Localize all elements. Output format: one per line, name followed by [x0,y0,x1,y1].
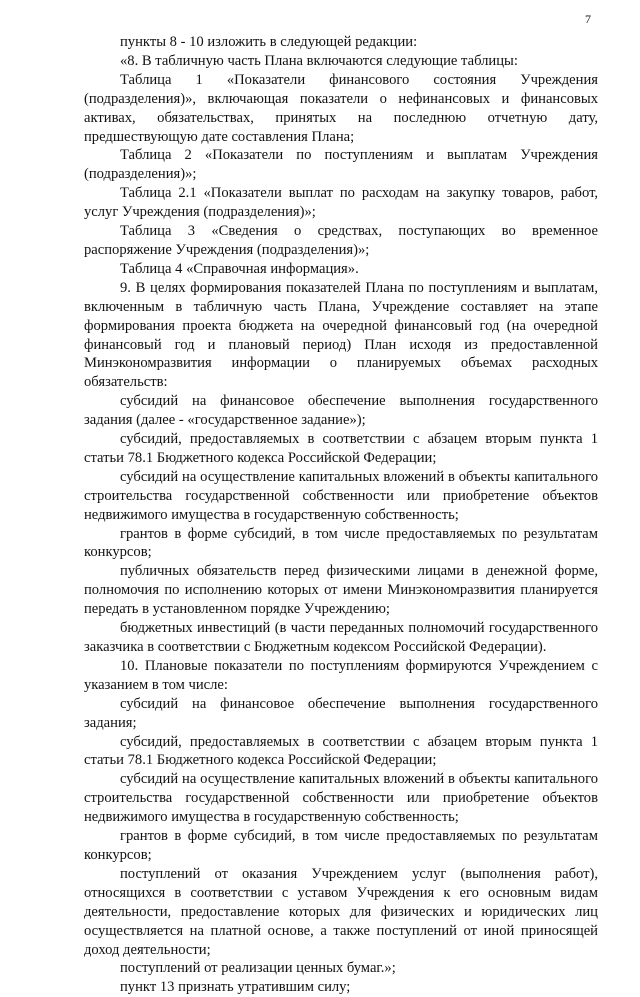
paragraph: грантов в форме субсидий, в том числе предоставляемых по результатам конкурсов; [84,828,598,863]
paragraph: Таблица 3 «Сведения о средствах, поступающих во временное распоряжение Учреждения (подразделения)»; [84,223,598,258]
document-body [84,33,598,997]
paragraph: поступлений от оказания Учреждением услуг (выполнения работ), относящихся в соответствии с уставом Учреждения к его основным видам деятельности, предоставление которых для физических и юридических лиц осуществляется на платной основе, а также поступлений от иной приносящей доход деятельности; [84,865,598,958]
paragraph: субсидий на осуществление капитальных вложений в объекты капитального строительства государственной собственности или приобретение объектов недвижимого имущества в государственную собственность; [84,468,598,523]
paragraph: Таблица 2.1 «Показатели выплат по расходам на закупку товаров, работ, услуг Учреждения (подразделения)»; [84,185,598,221]
paragraph: грантов в форме субсидий, в том числе предоставляемых по результатам конкурсов; [84,525,598,561]
paragraph: субсидий на осуществление капитальных вложений в объекты капитального строительства государственной собственности или приобретение объектов недвижимого имущества в государственную собственность; [84,771,598,826]
paragraph: субсидий, предоставляемых в соответствии с абзацем вторым пункта 1 статьи 78.1 Бюджетного кодекса Российской Федерации; [84,431,598,466]
paragraph: Таблица 2 «Показатели по поступлениям и выплатам Учреждения (подразделения)»; [84,147,598,183]
paragraph: субсидий на финансовое обеспечение выполнения государственного задания; [84,695,598,731]
paragraph: 10. Плановые показатели по поступлениям формируются Учреждением с указанием в том числе: [84,657,598,693]
paragraph: Таблица 1 «Показатели финансового состояния Учреждения (подразделения)», включающая показатели о нефинансовых и финансовых активах, обязательствах, принятых на последнюю отчетную дату, предшествующую дате составления Плана; [84,71,598,145]
paragraph: 9. В целях формирования показателей Плана по поступлениям и выплатам, включенным в табличную часть Плана, Учреждение составляет на этапе формирования проекта бюджета на очередной финансовый год (на очередной финансовый год и плановый период) План исходя из предоставленной Минэкономразвития информации о планируемых объемах расходных обязательств: [84,279,598,391]
page-number: 7 [585,12,591,26]
paragraph: поступлений от реализации ценных бумаг.»; [120,960,396,977]
paragraph: субсидий, предоставляемых в соответствии с абзацем вторым пункта 1 статьи 78.1 Бюджетного кодекса Российской Федерации; [84,733,598,769]
paragraph: «8. В табличную часть Плана включаются следующие таблицы: [120,52,518,69]
paragraph: субсидий на финансовое обеспечение выполнения государственного задания (далее - «государственное задание»); [84,393,598,429]
paragraph: Таблица 4 «Справочная информация». [120,260,359,277]
paragraph: публичных обязательств перед физическими лицами в денежной форме, полномочия по исполнению которых от имени Минэкономразвития планируется передать в установленном порядке Учреждению; [84,563,598,618]
paragraph: пункт 13 признать утратившим силу; [120,979,351,996]
paragraph: бюджетных инвестиций (в части переданных полномочий государственного заказчика в соответствии с Бюджетным кодексом Российской Федерации). [84,620,598,655]
paragraph: пункты 8 - 10 изложить в следующей редакции: [120,34,418,50]
